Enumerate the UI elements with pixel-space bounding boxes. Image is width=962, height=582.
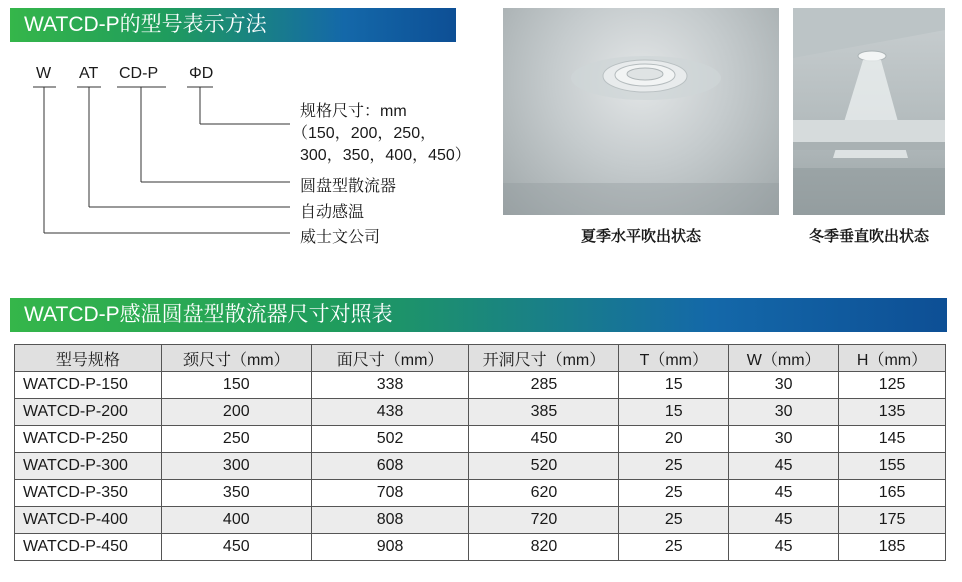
cell-t: 25 bbox=[619, 453, 729, 480]
cell-h: 125 bbox=[839, 372, 946, 399]
header-w: W（mm） bbox=[729, 345, 839, 372]
cell-h: 175 bbox=[839, 507, 946, 534]
cell-neck: 400 bbox=[161, 507, 311, 534]
cell-opening: 820 bbox=[469, 534, 619, 561]
cell-opening: 385 bbox=[469, 399, 619, 426]
winter-caption: 冬季垂直吹出状态 bbox=[808, 228, 929, 245]
meaning-shape: 圆盘型散流器 bbox=[300, 178, 397, 195]
cell-opening: 620 bbox=[469, 480, 619, 507]
cell-neck: 300 bbox=[161, 453, 311, 480]
cell-neck: 450 bbox=[161, 534, 311, 561]
summer-caption: 夏季水平吹出状态 bbox=[580, 228, 701, 245]
cell-t: 25 bbox=[619, 534, 729, 561]
meaning-brand: 威士文公司 bbox=[300, 229, 381, 246]
cell-h: 135 bbox=[839, 399, 946, 426]
cell-model: WATCD-P-150 bbox=[15, 372, 162, 399]
size-spec-table bbox=[14, 344, 946, 561]
header-neck-size: 颈尺寸（mm） bbox=[161, 345, 311, 372]
code-part-cdp: CD-P bbox=[119, 65, 159, 82]
summer-airflow-photo bbox=[503, 8, 779, 215]
cell-neck: 250 bbox=[161, 426, 311, 453]
section-title-size-table: WATCD-P感温圆盘型散流器尺寸对照表 bbox=[10, 298, 947, 332]
table-row bbox=[15, 453, 946, 480]
cell-model: WATCD-P-400 bbox=[15, 507, 162, 534]
table-row bbox=[15, 534, 946, 561]
cell-model: WATCD-P-300 bbox=[15, 453, 162, 480]
cell-w: 30 bbox=[729, 399, 839, 426]
header-model: 型号规格 bbox=[15, 345, 162, 372]
table-row bbox=[15, 399, 946, 426]
cell-h: 165 bbox=[839, 480, 946, 507]
cell-model: WATCD-P-350 bbox=[15, 480, 162, 507]
model-code-diagram bbox=[0, 0, 500, 260]
cell-face: 438 bbox=[311, 399, 469, 426]
code-part-at: AT bbox=[79, 65, 99, 82]
cell-h: 145 bbox=[839, 426, 946, 453]
cell-h: 155 bbox=[839, 453, 946, 480]
cell-neck: 150 bbox=[161, 372, 311, 399]
cell-model: WATCD-P-250 bbox=[15, 426, 162, 453]
cell-neck: 350 bbox=[161, 480, 311, 507]
cell-w: 30 bbox=[729, 426, 839, 453]
cell-model: WATCD-P-200 bbox=[15, 399, 162, 426]
cell-opening: 285 bbox=[469, 372, 619, 399]
code-part-w: W bbox=[36, 65, 52, 82]
header-opening-size: 开洞尺寸（mm） bbox=[469, 345, 619, 372]
cell-opening: 520 bbox=[469, 453, 619, 480]
header-h: H（mm） bbox=[839, 345, 946, 372]
table-row bbox=[15, 426, 946, 453]
cell-face: 502 bbox=[311, 426, 469, 453]
spec-values-line2: 300，350，400，450） bbox=[300, 147, 471, 164]
table-header-row bbox=[15, 345, 946, 372]
section-title-model-code: WATCD-P的型号表示方法 bbox=[10, 8, 456, 42]
meaning-auto: 自动感温 bbox=[300, 204, 365, 221]
cell-t: 25 bbox=[619, 480, 729, 507]
cell-face: 908 bbox=[311, 534, 469, 561]
cell-t: 15 bbox=[619, 399, 729, 426]
cell-face: 608 bbox=[311, 453, 469, 480]
cell-face: 708 bbox=[311, 480, 469, 507]
cell-w: 45 bbox=[729, 507, 839, 534]
cell-t: 20 bbox=[619, 426, 729, 453]
winter-airflow-photo bbox=[793, 8, 945, 215]
cell-face: 808 bbox=[311, 507, 469, 534]
cell-w: 30 bbox=[729, 372, 839, 399]
code-part-phid: ΦD bbox=[189, 65, 214, 82]
cell-model: WATCD-P-450 bbox=[15, 534, 162, 561]
cell-w: 45 bbox=[729, 480, 839, 507]
ceiling-diffuser-illustration bbox=[503, 8, 779, 215]
spec-label: 规格尺寸：mm bbox=[300, 103, 407, 120]
table-row bbox=[15, 480, 946, 507]
cell-t: 15 bbox=[619, 372, 729, 399]
cell-opening: 720 bbox=[469, 507, 619, 534]
cell-h: 185 bbox=[839, 534, 946, 561]
header-t: T（mm） bbox=[619, 345, 729, 372]
cell-opening: 450 bbox=[469, 426, 619, 453]
cell-neck: 200 bbox=[161, 399, 311, 426]
cell-face: 338 bbox=[311, 372, 469, 399]
cell-w: 45 bbox=[729, 534, 839, 561]
header-face-size: 面尺寸（mm） bbox=[311, 345, 469, 372]
table-row bbox=[15, 372, 946, 399]
spec-values-line1: （150，200，250， bbox=[292, 125, 437, 142]
table-row bbox=[15, 507, 946, 534]
vertical-airflow-illustration bbox=[793, 8, 945, 215]
cell-t: 25 bbox=[619, 507, 729, 534]
cell-w: 45 bbox=[729, 453, 839, 480]
